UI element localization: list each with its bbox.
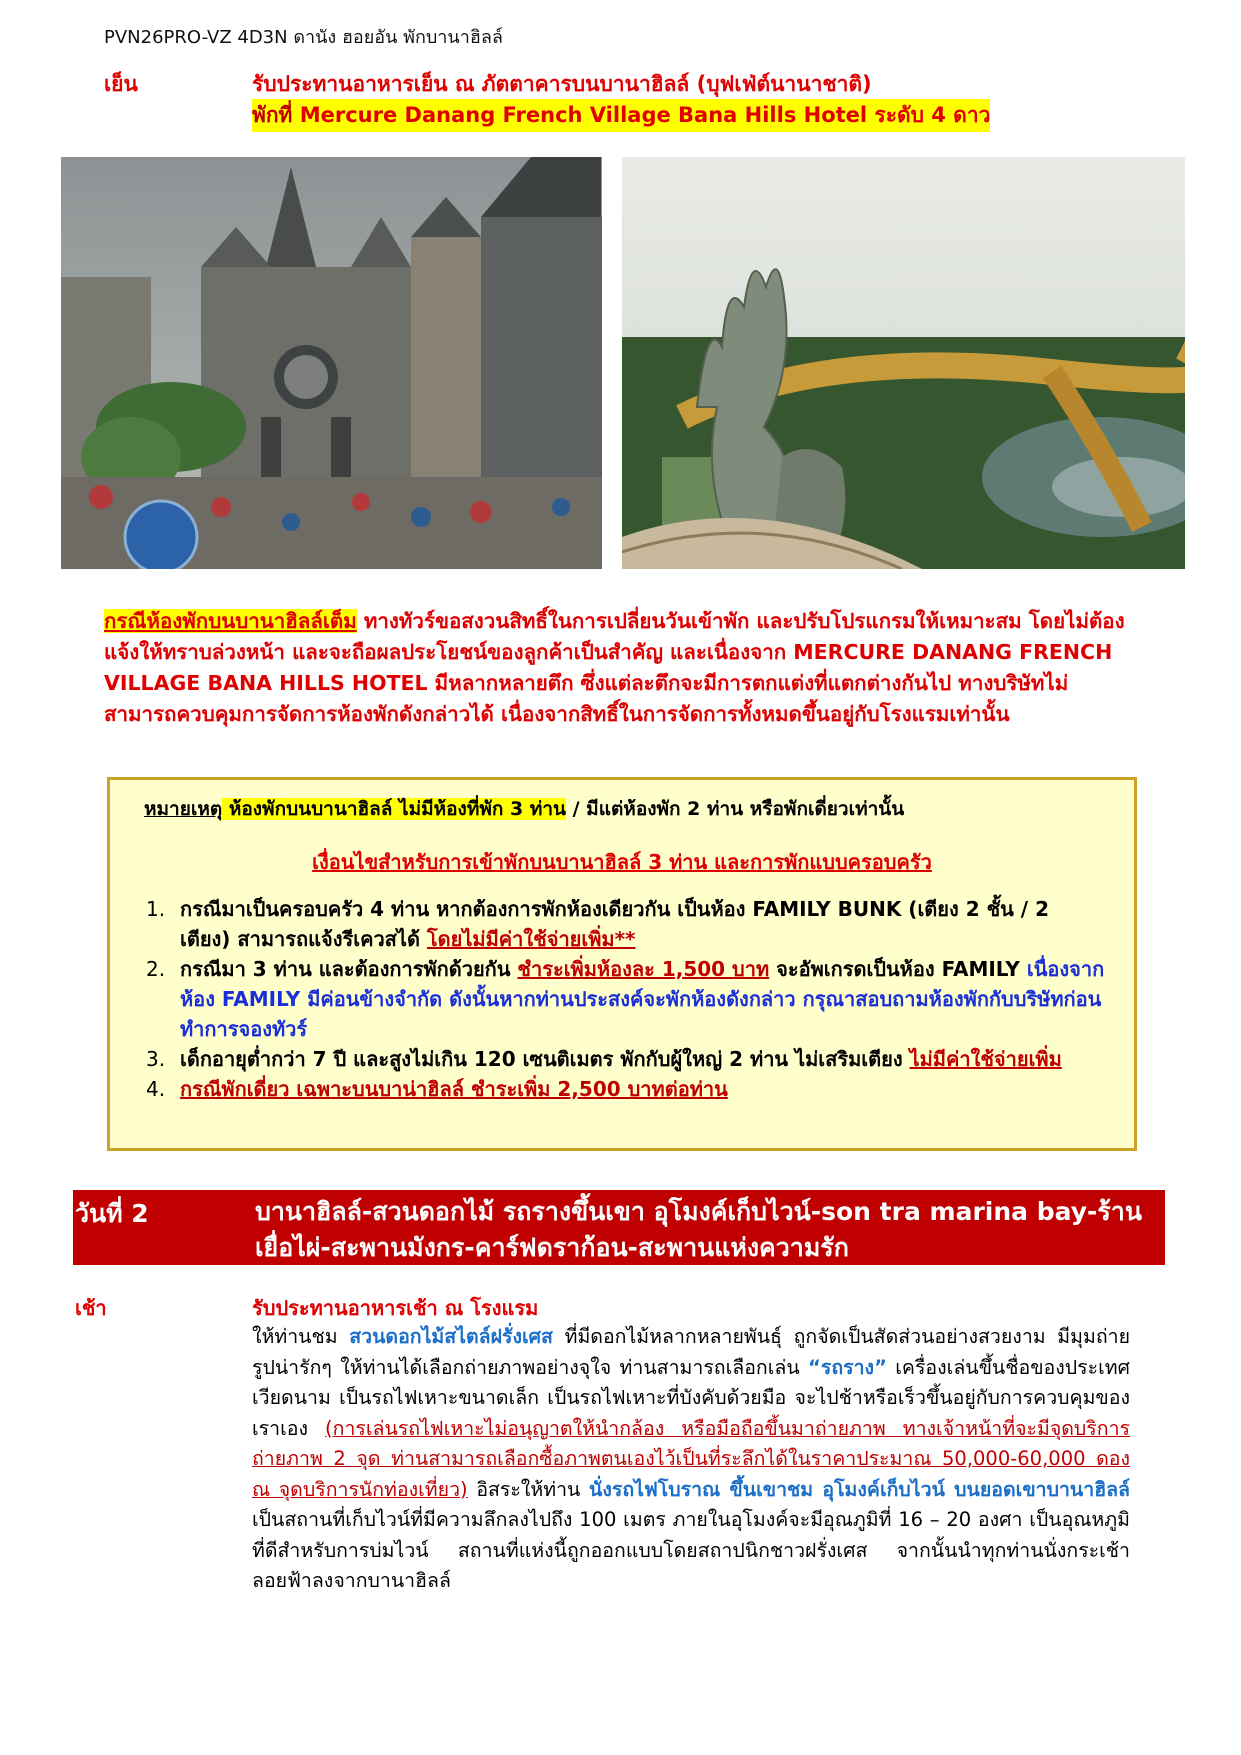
remark-rest: / มีแต่ห้องพัก 2 ท่าน หรือพักเดี่ยวเท่านั้น [566,798,905,820]
conditions-list [136,894,1106,1104]
tram-photo-warning: (การเล่นรถไฟเหาะไม่อนุญาตให้นำกล้อง หรือมือถือขึ้นมาถ่ายภาพ ทางเจ้าหน้าที่จะมีจุดบริการถ่ายภาพ 2 จุด ท่านสามารถเลือกซื้อภาพตนเองไว้เป็นที่ระลึกได้ในราคาประมาณ 50,000-60,000 ดอง ณ จุดบริการนักท่องเที่ยว) [252,1416,1131,1501]
golden-bridge-photo [622,157,1185,569]
condition-item-1: 1. กรณีมาเป็นครอบครัว 4 ท่าน หากต้องการพักห้องเดียวกัน เป็นห้อง FAMILY BUNK (เตียง 2 ชั้น / 2 เตียง) สามารถแจ้งรีเควสได้ โดยไม่มีค่าใช้จ่ายเพิ่ม** [146,897,1049,951]
document-code: PVN26PRO-VZ 4D3N ดานัง ฮอยอัน พักบานาฮิลล์ [104,27,503,48]
day2-banner [73,1190,1165,1265]
remark-highlight: ห้องพักบนบานาฮิลล์ ไม่มีห้องที่พัก 3 ท่าน [222,798,567,820]
notice-text: ทางทัวร์ขอสงวนสิทธิ์ในการเปลี่ยนวันเข้าพัก และปรับโปรแกรมให้เหมาะสม โดยไม่ต้องแจ้งให้ทราบล่วงหน้า และจะถือผลประโยชน์ของลูกค้าเป็นสำคัญ และเนื่องจาก MERCURE DANANG FRENCH VILLAGE BANA HILLS HOTEL มีหลากหลายตึก ซึ่งแต่ละตึกจะมีการตกแต่งที่แตกต่างกันไป ทางบริษัทไม่สามารถควบคุมการจัดการห้องพักดังกล่าวได้ เนื่องจากสิทธิ์ในการจัดการทั้งหมดขึ้นอยู่กับโรงแรมเท่านั้น [104,609,1125,726]
evening-meal: รับประทานอาหารเย็น ณ ภัตตาคารบนบานาฮิลล์ (บุฟเฟ่ต์นานาชาติ) [252,72,872,96]
condition-item-2: 2. กรณีมา 3 ท่าน และต้องการพักด้วยกัน ชำระเพิ่มห้องละ 1,500 บาท จะอัพเกรดเป็นห้อง FAMILY เนื่องจากห้อง FAMILY มีค่อนข้างจำกัด ดังนั้นหากท่านประสงค์จะพักห้องดังกล่าว กรุณาสอบถามห้องพักกับบริษัทก่อนทำการจองทัวร์ [146,957,1105,1041]
condition-item-3: 3. เด็กอายุต่ำกว่า 7 ปี และสูงไม่เกิน 120 เซนติเมตร พักกับผู้ใหญ่ 2 ท่าน ไม่เสริมเตียง ไม่มีค่าใช้จ่ายเพิ่ม [146,1047,1062,1071]
morning-label: เช้า [75,1296,107,1320]
tram-highlight: “รถราง” [808,1355,887,1379]
hotel-line [252,99,990,132]
remark-label: หมายเหตุ [144,798,223,820]
morning-description: ให้ท่านชม สวนดอกไม้สไตล์ฝรั่งเศส ที่มีดอกไม้หลากหลายพันธุ์ ถูกจัดเป็นสัดส่วนอย่างสวยงาม มีมุมถ่ายรูปน่ารักๆ ให้ท่านได้เลือกถ่ายภาพอย่างจุใจ ท่านสามารถเลือกเล่น “รถราง” เครื่องเล่นขึ้นชื่อของประเทศเวียดนาม เป็นรถไฟเหาะขนาดเล็ก เป็นรถไฟเหาะที่บังคับด้วยมือ จะไปช้าหรือเร็วขึ้นอยู่กับการควบคุมของเราเอง (การเล่นรถไฟเหาะไม่อนุญาตให้นำกล้อง หรือมือถือขึ้นมาถ่ายภาพ ทางเจ้าหน้าที่จะมีจุดบริการถ่ายภาพ 2 จุด ท่านสามารถเลือกซื้อภาพตนเองไว้เป็นที่ระลึกได้ในราคาประมาณ 50,000-60,000 ดอง ณ จุดบริการนักท่องเที่ยว) อิสระให้ท่าน นั่งรถไฟโบราณ ขึ้นเขาชม อุโมงค์เก็บไวน์ บนยอดเขาบานาฮิลล์ เป็นสถานที่เก็บไวน์ที่มีความลึกลงไปถึง 100 เมตร ภายในอุโมงค์จะมีอุณภูมิที่ 16 – 20 องศา เป็นอุณหภูมิที่ดีสำหรับการบ่มไวน์ สถานที่แห่งนี้ถูกออกแบบโดยสถาปนิกชาวฝรั่งเศส จากนั้นนำทุกท่านนั่งกระเช้าลอยฟ้าลงจากบานาฮิลล์ [252,1325,1131,1592]
day2-label: วันที่ 2 [75,1199,149,1228]
morning-meal: รับประทานอาหารเช้า ณ โรงแรม [252,1296,539,1320]
evening-label: เย็น [104,72,138,96]
notice-lead: กรณีห้องพักบนบานาฮิลล์เต็ม [104,609,357,633]
full-booking-notice [104,606,1139,730]
stay-prefix: พักที่ [252,103,300,127]
condition-item-4: 4. กรณีพักเดี่ยว เฉพาะบนบาน่าฮิลล์ ชำระเพิ่ม 2,500 บาทต่อท่าน [146,1077,728,1101]
remark-heading [144,794,904,824]
remark-box [107,777,1137,1151]
day2-title: บานาฮิลล์-สวนดอกไม้ รถรางขึ้นเขา อุโมงค์เก็บไวน์-son tra marina bay-ร้านเยื่อไผ่-สะพานมังกร-คาร์ฟดราก้อน-สะพานแห่งความรัก [255,1197,1142,1262]
french-village-photo [61,157,602,569]
conditions-title: เงื่อนไขสำหรับการเข้าพักบนบานาฮิลล์ 3 ท่าน และการพักแบบครอบครัว [312,850,932,874]
wine-cellar-highlight: นั่งรถไฟโบราณ ขึ้นเขาชม อุโมงค์เก็บไวน์ บนยอดเขาบานาฮิลล์ [589,1477,1131,1501]
garden-highlight: สวนดอกไม้สไตล์ฝรั่งเศส [349,1325,553,1348]
hotel-name: Mercure Danang French Village Bana Hills Hotel ระดับ 4 ดาว [299,103,991,127]
